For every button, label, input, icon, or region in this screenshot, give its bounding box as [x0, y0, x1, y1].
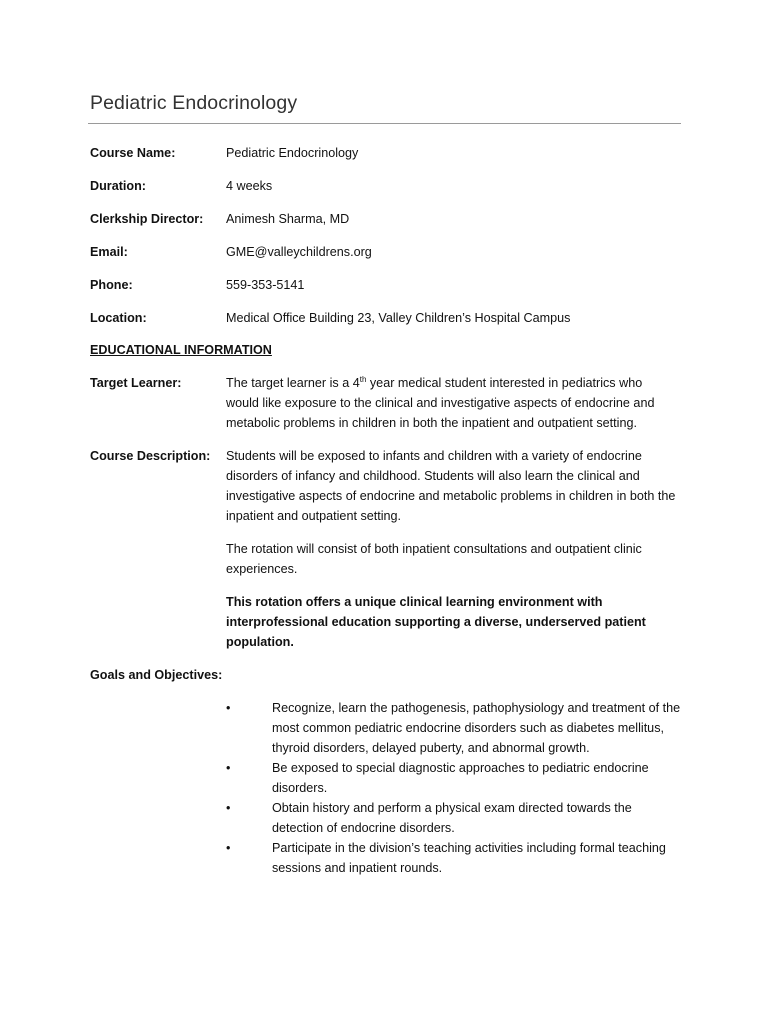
goal-item [226, 758, 681, 798]
goal-item [226, 838, 681, 878]
location-label: Location: [90, 311, 147, 325]
goal-text: Obtain history and perform a physical exam directed towards the detection of endocrine disorders. [272, 801, 632, 835]
title-divider [88, 123, 681, 124]
target-learner-text [226, 373, 676, 433]
target-learner-text-end: year medical student interested in pediatrics who would like exposure to the clinical and investigative aspects of endocrine and metabolic problems in children in both the inpatient and outpatient setting. [226, 376, 655, 430]
target-learner-text-start: The target learner is a 4 [226, 376, 360, 390]
clerkship-director-value: Animesh Sharma, MD [226, 212, 350, 226]
duration-value: 4 weeks [226, 179, 273, 193]
clerkship-director-label: Clerkship Director: [90, 212, 204, 226]
goals-list [226, 698, 681, 878]
goal-text: Recognize, learn the pathogenesis, pathophysiology and treatment of the most common pediatric endocrine disorders such as diabetes mellitus, thyroid disorders, delayed puberty, and abnormal growth. [272, 701, 681, 755]
duration-label: Duration: [90, 179, 146, 193]
bullet-icon: • [226, 801, 231, 815]
phone-label: Phone: [90, 278, 133, 292]
location-value: Medical Office Building 23, Valley Children’s Hospital Campus [226, 311, 571, 325]
phone-value: 559-353-5141 [226, 278, 305, 292]
course-name-label: Course Name: [90, 146, 176, 160]
goals-objectives-label: Goals and Objectives: [90, 668, 223, 682]
email-value: GME@valleychildrens.org [226, 245, 372, 259]
course-description-label: Course Description: [90, 449, 211, 463]
ordinal-superscript: th [359, 375, 367, 384]
page-title: Pediatric Endocrinology [90, 92, 298, 114]
goal-text: Be exposed to special diagnostic approaches to pediatric endocrine disorders. [272, 761, 649, 795]
bullet-icon: • [226, 841, 231, 855]
bullet-icon: • [226, 761, 231, 775]
course-name-value: Pediatric Endocrinology [226, 146, 359, 160]
goal-item [226, 698, 681, 758]
bullet-icon: • [226, 701, 231, 715]
course-description-paragraph: Students will be exposed to infants and children with a variety of endocrine disorders of infancy and childhood. Students will also learn the clinical and investigative aspects of endocrine and metabolic problems in children in both the inpatient and outpatient setting. [226, 449, 676, 523]
goal-text: Participate in the division’s teaching activities including formal teaching sessions and inpatient rounds. [272, 841, 666, 875]
learning-environment-paragraph: This rotation offers a unique clinical learning environment with interprofessional education supporting a diverse, underserved patient population. [226, 595, 646, 649]
target-learner-label: Target Learner: [90, 376, 182, 390]
rotation-paragraph: The rotation will consist of both inpatient consultations and outpatient clinic experiences. [226, 542, 642, 576]
goal-item [226, 798, 681, 838]
email-label: Email: [90, 245, 128, 259]
educational-information-heading: EDUCATIONAL INFORMATION [90, 343, 272, 357]
